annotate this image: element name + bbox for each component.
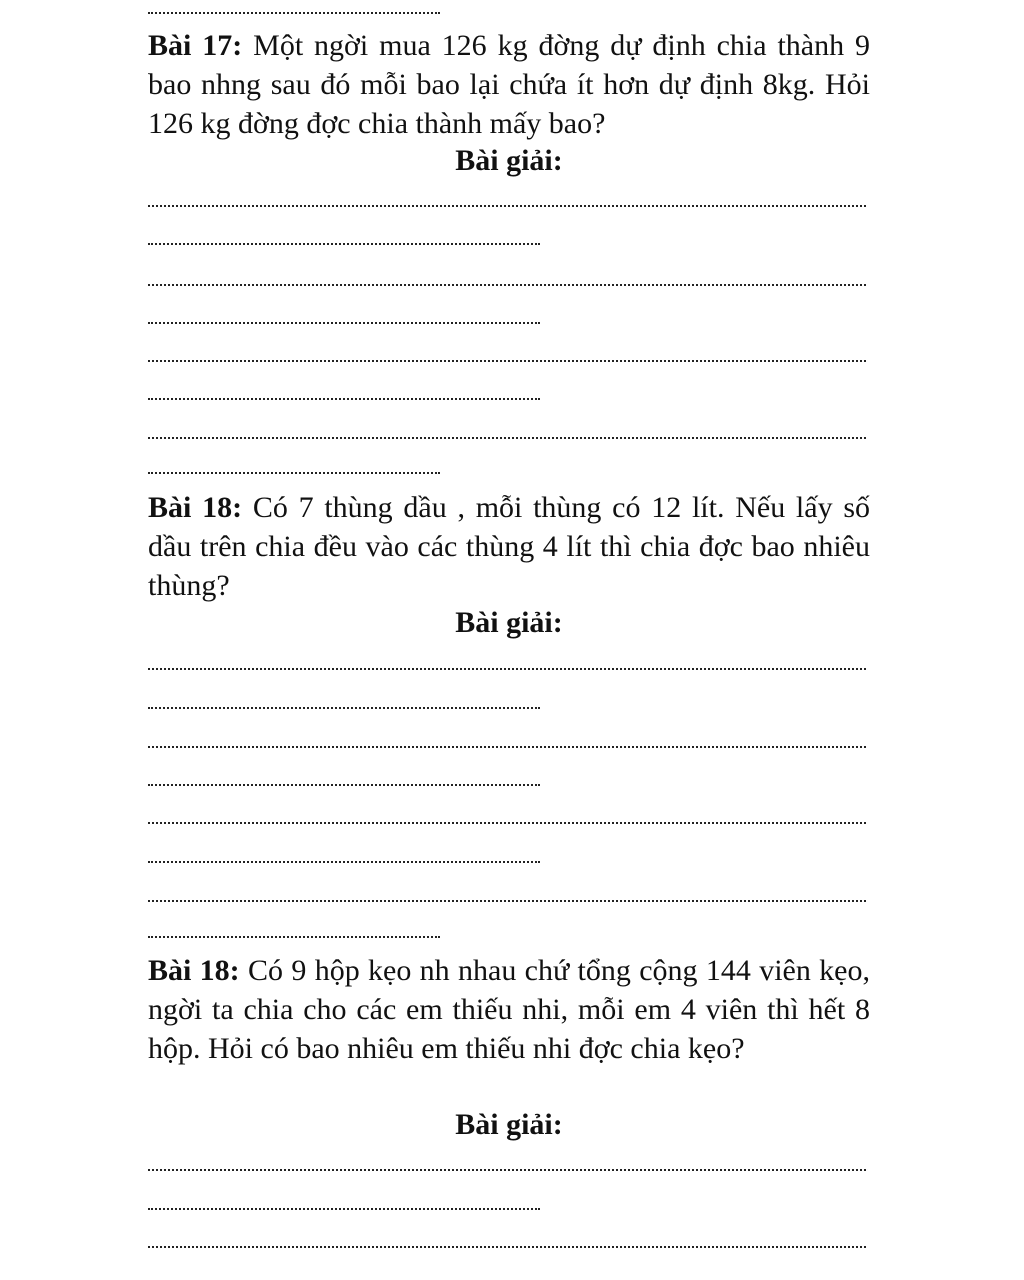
answer-line xyxy=(148,284,866,286)
answer-line xyxy=(148,1246,866,1248)
problem-label: Bài 17: xyxy=(148,29,243,62)
problem-18b xyxy=(148,951,870,1068)
answer-line xyxy=(148,707,540,709)
answer-line xyxy=(148,822,866,824)
answer-line xyxy=(148,398,540,400)
answer-line xyxy=(148,900,866,902)
solution-heading: Bài giải: xyxy=(455,606,563,639)
answer-line xyxy=(148,472,440,474)
answer-line xyxy=(148,322,540,324)
answer-line xyxy=(148,936,440,938)
problem-label: Bài 18: xyxy=(148,491,243,524)
solution-heading: Bài giải: xyxy=(455,1108,563,1141)
answer-line xyxy=(148,437,866,439)
problem-text: Một ngời mua 126 kg đờng dự định chia thành 9 bao nhng sau đó mỗi bao lại chứa ít hơn dự định 8kg. Hỏi 126 kg đờng đợc chia thành mấy bao? xyxy=(148,29,871,140)
answer-line xyxy=(148,784,540,786)
answer-line xyxy=(148,746,866,748)
answer-line xyxy=(148,205,866,207)
answer-line xyxy=(148,1169,866,1171)
problem-17 xyxy=(148,26,870,143)
solution-heading: Bài giải: xyxy=(455,144,563,177)
problem-text: Có 7 thùng dầu , mỗi thùng có 12 lít. Nếu lấy số dầu trên chia đều vào các thùng 4 lít thì chia đợc bao nhiêu thùng? xyxy=(148,491,870,602)
answer-line xyxy=(148,1208,540,1210)
answer-line xyxy=(148,861,540,863)
problem-18a xyxy=(148,488,870,605)
answer-line xyxy=(148,360,866,362)
problem-label: Bài 18: xyxy=(148,954,240,987)
answer-line xyxy=(148,12,440,14)
answer-line xyxy=(148,243,540,245)
problem-text: Có 9 hộp kẹo nh nhau chứ tổng cộng 144 viên kẹo, ngời ta chia cho các em thiếu nhi, mỗi em 4 viên thì hết 8 hộp. Hỏi có bao nhiêu em thiếu nhi đợc chia kẹo? xyxy=(148,954,870,1065)
answer-line xyxy=(148,668,866,670)
